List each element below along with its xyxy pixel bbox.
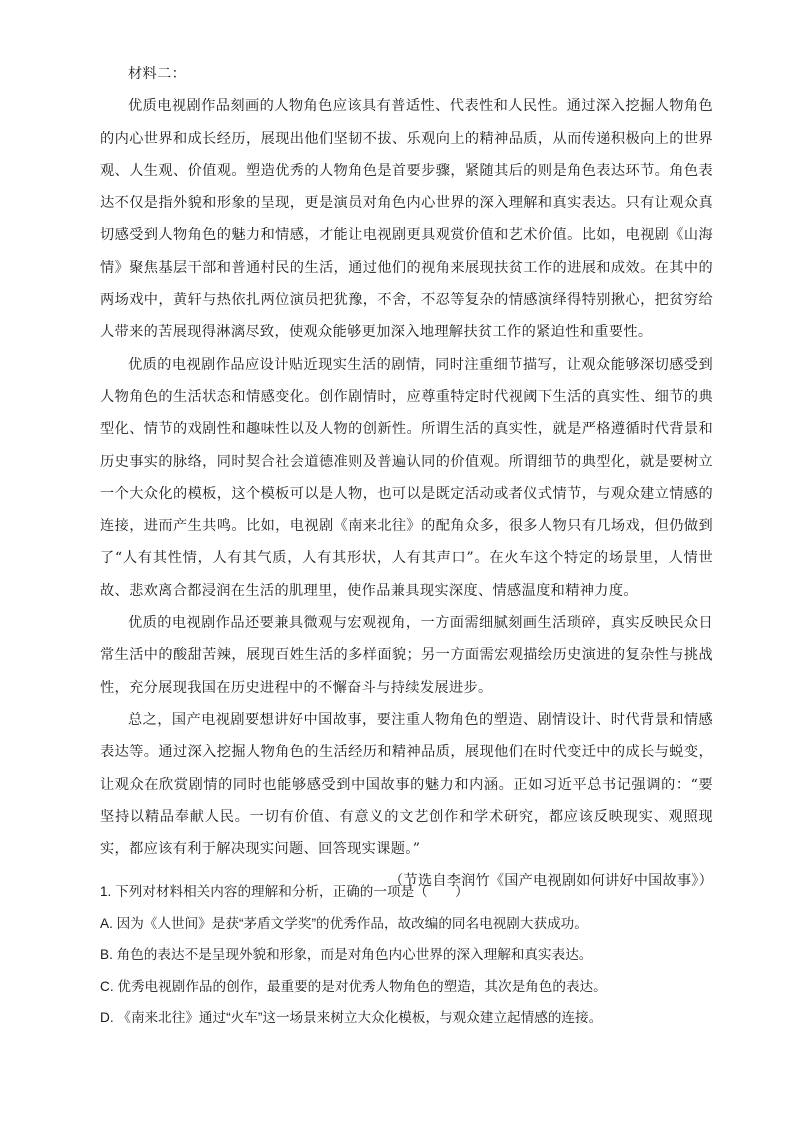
reading-material (100, 58, 713, 898)
material-source: （节选自李润竹《国产电视剧如何讲好中国故事》） (389, 873, 713, 890)
material-heading: 材料二： (128, 66, 187, 82)
option-b: B. 角色的表达不是呈现外貌和形象，而是对角色内心世界的深入理解和真实表达。 (100, 947, 593, 963)
material-paragraph-2: 优质的电视剧作品应设计贴近现实生活的剧情，同时注重细节描写，让观众能够深切感受到人物角色的生活状态和情感变化。创作剧情时，应尊重特定时代视阈下生活的真实性、细节的典型化、情节的戏剧性和趣味性以及人物的创新性。所谓生活的真实性，就是严格遵循时代背景和历史事实的脉络，同时契合社会道德准则及普遍认同的价值观。所谓细节的典型化，就是要树立一个大众化的模板，这个模板可以是人物，也可以是既定活动或者仪式情节，与观众建立情感的连接，进而产生共鸣。比如，电视剧《南来北往》的配角众多，很多人物只有几场戏，但仍做到了“人有其性情，人有其气质，人有其形状，人有其声口”。在火车这个特定的场景里，人情世故、悲欢离合都浸润在生活的肌理里，使作品兼具现实深度、情感温度和精神力度。 (100, 356, 713, 599)
material-paragraph-3: 优质的电视剧作品还要兼具微观与宏观视角，一方面需细腻刻画生活琐碎，真实反映民众日常生活中的酸甜苦辣，展现百姓生活的多样面貌；另一方面需宏观描绘历史演进的复杂性与挑战性，充分展现我国在历史进程中的不懈奋斗与持续发展进步。 (100, 615, 713, 696)
question-block (100, 876, 713, 1034)
question-stem: 1. 下列对材料相关内容的理解和分析，正确的一项是（ ） (100, 884, 469, 899)
material-paragraph-4: 总之，国产电视剧要想讲好中国故事，要注重人物角色的塑造、剧情设计、时代背景和情感表达等。通过深入挖掘人物角色的生活经历和精神品质，展现他们在时代变迁中的成长与蜕变，让观众在欣赏剧情的同时也能够感受到中国故事的魅力和内涵。正如习近平总书记强调的：“要坚持以精品奉献人民。一切有价值、有意义的文艺创作和学术研究，都应该反映现实、观照现实，都应该有利于解决现实问题、回答现实课题。” (100, 711, 713, 858)
option-d: D. 《南来北往》通过“火车”这一场景来树立大众化模板，与观众建立起情感的连接。 (100, 1010, 603, 1026)
option-c: C. 优秀电视剧作品的创作，最重要的是对优秀人物角色的塑造，其次是角色的表达。 (100, 978, 607, 994)
material-paragraph-1: 优质电视剧作品刻画的人物角色应该具有普适性、代表性和人民性。通过深入挖掘人物角色的内心世界和成长经历，展现出他们坚韧不拔、乐观向上的精神品质，从而传递积极向上的世界观、人生观、价值观。塑造优秀的人物角色是首要步骤，紧随其后的则是角色表达环节。角色表达不仅是指外貌和形象的呈现，更是演员对角色内心世界的深入理解和真实表达。只有让观众真切感受到人物角色的魅力和情感，才能让电视剧更具观赏价值和艺术价值。比如，电视剧《山海情》聚焦基层干部和普通村民的生活，通过他们的视角来展现扶贫工作的进展和成效。在其中的两场戏中，黄轩与热依扎两位演员把犹豫，不舍，不忍等复杂的情感演绎得特别揪心，把贫穷给人带来的苦展现得淋漓尽致，使观众能够更加深入地理解扶贫工作的紧迫性和重要性。 (100, 98, 713, 341)
option-a: A. 因为《人世间》是获“茅盾文学奖”的优秀作品，故改编的同名电视剧大获成功。 (100, 915, 588, 931)
